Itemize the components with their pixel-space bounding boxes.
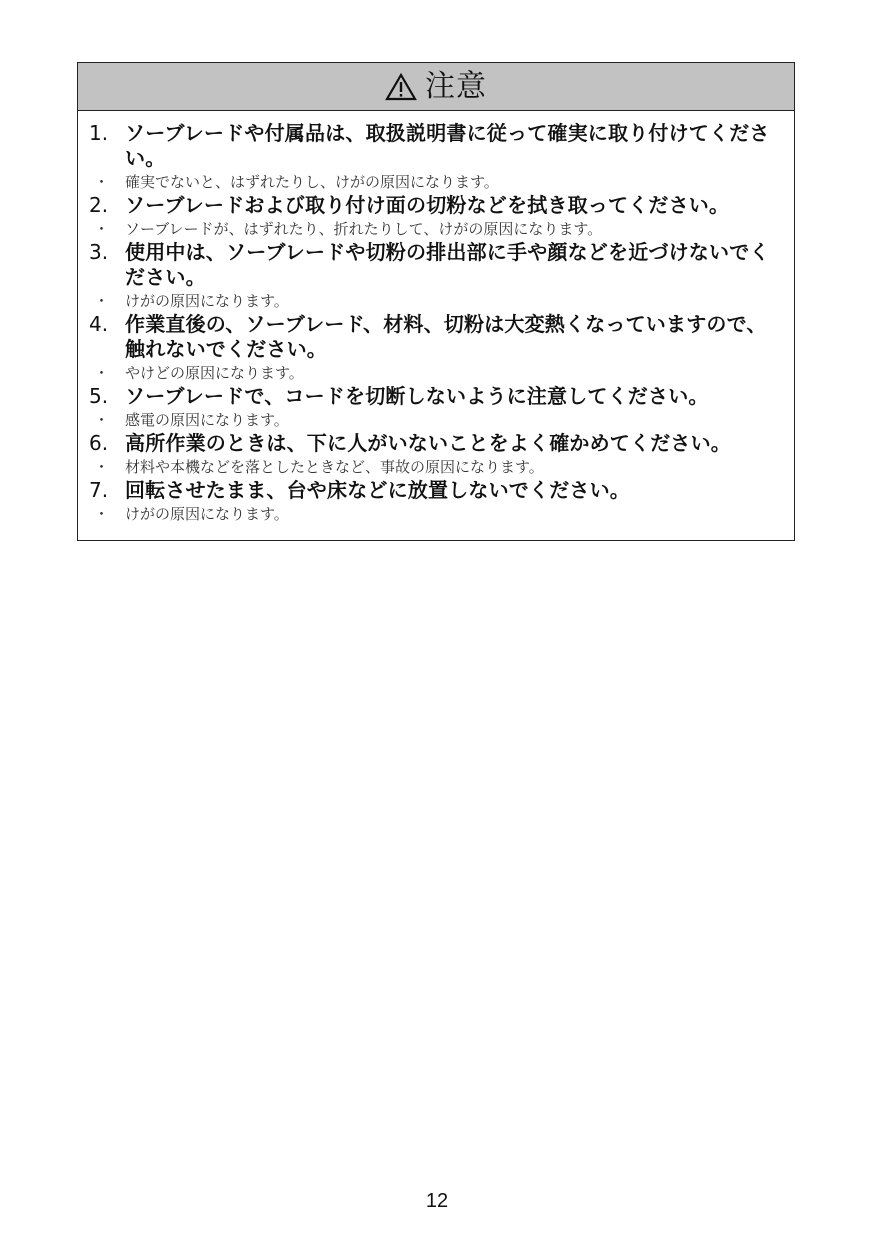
page-number: 12 <box>425 1190 449 1212</box>
item-note <box>89 456 786 478</box>
note-text: 材料や本機などを落としたときなど、事故の原因になります。 <box>125 458 544 476</box>
caution-item <box>89 121 786 171</box>
item-text: ソーブレードおよび取り付け面の切粉などを拭き取ってください。 <box>125 193 730 217</box>
note-text: 感電の原因になります。 <box>125 411 289 429</box>
caution-item <box>89 312 786 362</box>
item-text: 作業直後の、ソーブレード、材料、切粉は大変熱くなっていますので、触れないでください。 <box>125 312 767 361</box>
item-number: 4. <box>89 312 109 336</box>
caution-box <box>77 62 795 541</box>
caution-item <box>89 431 786 456</box>
item-note <box>89 290 786 312</box>
caution-list <box>78 111 794 525</box>
item-text: 回転させたまま、台や床などに放置しないでください。 <box>125 478 630 502</box>
caution-item <box>89 478 786 503</box>
note-text: やけどの原因になります。 <box>125 364 304 382</box>
item-text: 使用中は、ソーブレードや切粉の排出部に手や顔などを近づけないでください。 <box>125 240 770 289</box>
note-text: けがの原因になります。 <box>125 292 289 310</box>
caution-item <box>89 384 786 409</box>
caution-header <box>78 63 794 111</box>
item-text: ソーブレードや付属品は、取扱説明書に従って確実に取り付けてください。 <box>125 121 770 170</box>
item-note <box>89 171 786 193</box>
item-note <box>89 362 786 384</box>
caution-title: 注意 <box>425 68 487 104</box>
item-number: 6. <box>89 431 109 455</box>
bullet: ・ <box>94 458 110 476</box>
item-number: 1. <box>89 121 109 145</box>
item-number: 7. <box>89 478 109 502</box>
item-note <box>89 409 786 431</box>
bullet: ・ <box>94 173 110 191</box>
bullet: ・ <box>94 505 110 523</box>
bullet: ・ <box>94 411 110 429</box>
bullet: ・ <box>94 292 110 310</box>
bullet: ・ <box>94 220 110 238</box>
item-text: ソーブレードで、コードを切断しないように注意してください。 <box>125 384 709 408</box>
item-number: 2. <box>89 193 109 217</box>
caution-item <box>89 193 786 218</box>
note-text: けがの原因になります。 <box>125 505 289 523</box>
note-text: ソーブレードが、はずれたり、折れたりして、けがの原因になります。 <box>125 220 603 238</box>
caution-item <box>89 240 786 290</box>
warning-triangle-icon <box>385 73 417 101</box>
note-text: 確実でないと、はずれたりし、けがの原因になります。 <box>125 173 499 191</box>
item-text: 高所作業のときは、下に人がいないことをよく確かめてください。 <box>125 431 731 455</box>
bullet: ・ <box>94 364 110 382</box>
item-note <box>89 218 786 240</box>
item-note <box>89 503 786 525</box>
item-number: 5. <box>89 384 109 408</box>
item-number: 3. <box>89 240 109 264</box>
